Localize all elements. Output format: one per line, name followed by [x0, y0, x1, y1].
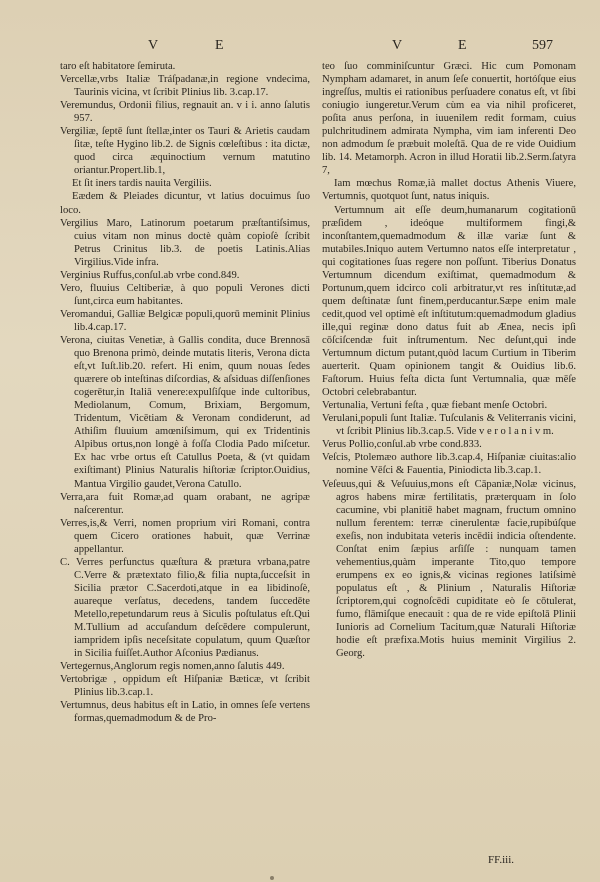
dictionary-entry: Vergilius Maro, Latinorum poetarum præſtantiſsimus, cuius vitam non minus doctè quàm copioſè ſcribit Petrus Crinitus lib.3. de poetis Latinis.Alias Virgilius.Vide infra. [60, 217, 310, 268]
dictionary-entry: Verginius Ruffus,conſul.ab vrbe cond.849. [60, 269, 240, 281]
signature-mark: FF.iii. [488, 854, 515, 866]
right-column [322, 60, 576, 660]
dictionary-entry: Vergiliæ, ſeptē ſunt ſtellæ,inter os Tauri & Arietis caudam ſitæ, teſte Hygino lib.2. de Signis cœleſtibus : ita dictæ, quod circa æquinoctium vernum matutino oriantur.Propert.lib.1, [60, 126, 310, 177]
page-number: 597 [532, 38, 553, 53]
dictionary-entry: Vero, fluuius Celtiberiæ, à quo populi Verones dicti ſunt,circa eum habitantes. [60, 282, 310, 307]
header-right-letter-v: V [392, 38, 405, 53]
dictionary-entry: Veromandui, Galliæ Belgicæ populi,quorū meminit Plinius lib.4.cap.17. [60, 308, 310, 333]
dictionary-entry: Verona, ciuitas Venetiæ, à Gallis condita, duce Brennosā quo Brenona primò, deinde mutatis literis, Verona dicta eſt,vt Iuſt.lib.20. refert. Hi enim, quum nouas ſedes quærere ob inteſtinas diſcordias, & aſsiduas diſſenſiones cogerētur,in Italiā venere:expulſiſque inde cultoribus, Mediolanum, Comum, Brixiam, Bergomum, Tridentum, Vicētiam & Veronam condiderunt, ad Athiſim fluuium amœniſsimum, qui ex Tridentinis Alpibus ortus,non longè à foſſa Clodia Pado miſcetur. Ex hac vrbe ortus eſt Catullus Poeta, & (vt quidam exiſtimant) Plinius Naturalis hiſtoriæ ſcriptor.Ouidius, Mantua Virgilio gaudet,Verona Catullo. [60, 334, 310, 490]
header-left-letter-e: E [215, 38, 226, 53]
dictionary-entry: C. Verres perfunctus quæſtura & prætura vrbana,patre C.Verre & prætextato filio,& filia nupta,ſucceſsit in Sicilia prætor C.Sacerdoti,atque in ea libidinoſè, auareque verſatus, decedens, tandem ſuccedēte Metello,repetundarum reus à Siculis poſtulatus eſt.Qui M.Tullium ad accuſandum deſcēdere compulerunt, iampridem ipſis neceſsitate copulatum, quum Quæſtor in Sicilia fuiſſet.Author Aſconius Pædianus. [60, 556, 310, 660]
page-speck [270, 876, 274, 880]
dictionary-entry: Vertumnus, deus habitus eſt in Latio, in omnes ſeſe vertens formas,quemadmodum & de Pro- [60, 700, 310, 725]
header-left-letter-v: V [148, 38, 161, 53]
left-column [60, 60, 310, 725]
dictionary-entry: Vertobrigæ , oppidum eſt Hiſpaniæ Bæticæ, vt ſcribit Plinius lib.3.cap.1. [60, 674, 310, 699]
verse-quote: Et ſit iners tardis nauita Vergiliis. [72, 178, 212, 190]
dictionary-entry: Vertunalia, Vertuni feſta , quæ fiebant menſe Octobri. [322, 400, 548, 412]
dictionary-entry: Vertegernus,Anglorum regis nomen,anno ſalutis 449. [60, 661, 285, 673]
paragraph: Vertumnum ait eſſe deum,humanarum cogitationū præſidem , ideóque multiformem fingi,& inconſtantem,quemadmodum & illæ variæ ſunt & mutabiles.Iniquo autem Vertumno natos eſſe interpretatur , qui cogitationes ſuas regere non poſſunt. Tiberius Donatus Vertumnum dicendum exiſtimat, quemadmodum & Portunum,quem idcirco coli arbitratur,vt res inſtitutæ,ad quem deſtinatæ ſunt finem,perducantur.Sæpe enim male cedit,quod vel optimè eſt inſtitutum:quemadmodum gladius ille,qui reginæ dono datus fuit ab Ænea, necis ipſi cōſciſcendæ fuit inſtrumentum. Nec deſunt,qui inde Vertumnum dictum putant,quòd lacum Curtium in Tiberim auerterit. Quam opinionem tangit & Ouidius lib.6. Faſtorum. Huius feſta dicta ſunt Vertumnalia, quæ mēſe Octobri celebrabantur. [322, 204, 576, 399]
dictionary-entry: Verra,ara fuit Romæ,ad quam orabant, ne agripæ naſcerentur. [60, 491, 310, 516]
paragraph: teo ſuo comminiſcuntur Græci. Hic cum Pomonam Nympham adamaret, in anum ſeſe conuertit, hortóſque eius ingreſſus, multis ei rationibus perſuadere conatus eſt, vt ſibi coniugio iungeretur.Verum cùm ea via nihil proficeret, poſita anus perſona, in iuuenilem redit formam, cuius pulchritudinem admirata Nympha, vim iam inferenti Deo non admodum ſe præbuit moleſtā. Qua de re vide Ouidium lib. 14. Metamorph. Acron in illud Horatii lib.2.Serm.ſatyra 7, [322, 61, 576, 177]
verse-quote: Eædem & Pleiades dicuntur, vt latius docuimus ſuo loco. [60, 191, 310, 216]
running-header [0, 38, 600, 60]
dictionary-entry: Veſcis, Ptolemæo authore lib.3.cap.4, Hiſpaniæ ciuitas:alio nomine Vēſci & Fauentia, Piniodicta lib.3.cap.1. [322, 452, 576, 477]
dictionary-entry: Veſeuus,qui & Veſuuius,mons eſt Cāpaniæ,Nolæ vicinus, agros habens miræ fertilitatis, præterquam in ſolo cacumine, vbi planitiē habet magnam, fructum omnino nullum ferentem: terræ cinerulentæ facie,rupibúſque exeſis, non indubitata veteris incēdii indicia oſtendente. Conſtat enim ſæpius arſiſſe : nunquam tamen vehementius,quàm imperante Tito,quo tempore erumpens ex eo ignis,& vicinas regiones latiſsimè populatus eſt , & Plinium , Naturalis Hiſtoriæ ſcriptorem,qui cognoſcēdi cupiditate eò ſe cōtulerat, fumo, flāmiſque enecauit : qua de re vide epiſtolā Plinii Iunioris ad Cornelium Tacitum,quæ Naturali Hiſtoriæ hodie eſt præfixa.Motis huius meminit Virgilius 2. Georg. [322, 478, 576, 660]
dictionary-entry: Verulani,populi ſunt Italiæ. Tuſculanis & Veliterranis vicini, vt ſcribit Plinius lib.3.cap.5. Vide v e r o l a n i v m. [322, 413, 576, 438]
header-right-letter-e: E [458, 38, 469, 53]
verse-quote: Iam mœchus Romæ,ià mallet doctus Athenis Viuere, Vertumnis, quotquot ſunt, natus iniquis. [322, 178, 576, 203]
paragraph: taro eſt habitatore ſemiruta. [60, 61, 176, 72]
dictionary-entry: Vercellæ,vrbs Italiæ Tráſpadanæ,in regione vndecima, Taurinis vicina, vt ſcribit Plinius lib. 3.cap.17. [60, 74, 310, 99]
dictionary-entry: Verus Pollio,conſul.ab vrbe cond.833. [322, 439, 482, 451]
dictionary-entry: Veremundus, Ordonii filius, regnauit an. v i i. anno ſalutis 957. [60, 100, 310, 125]
dictionary-entry: Verres,is,& Verri, nomen proprium viri Romani, contra quem Cicero orationes habuit, quæ Verrinæ appellantur. [60, 517, 310, 555]
